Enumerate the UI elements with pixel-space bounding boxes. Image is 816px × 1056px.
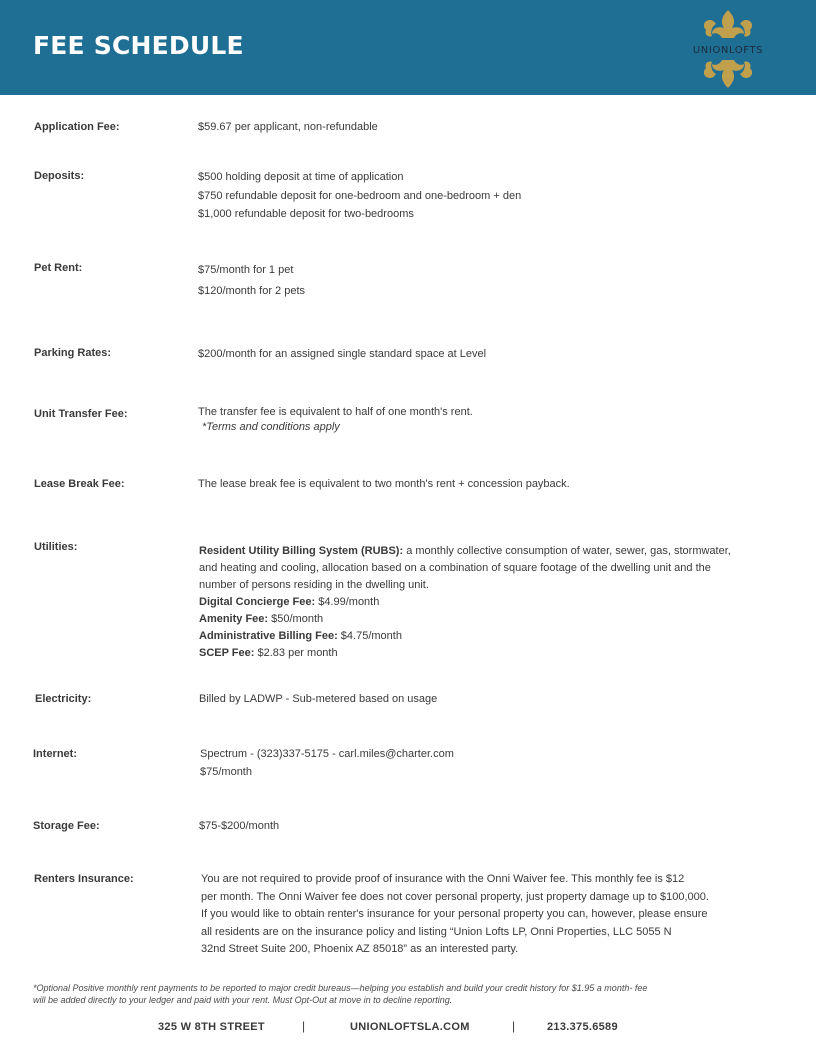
insurance-line: per month. The Onni Waiver fee does not cover personal property, just property damage up to $100,000. [201,890,709,903]
unit-transfer-label: Unit Transfer Fee: [34,408,128,420]
insurance-line: If you would like to obtain renter's insurance for your personal property you can, however, please ensure [201,908,708,920]
deposits-value [198,168,798,224]
transfer-note: *Terms and conditions apply [202,421,340,433]
footer-phone[interactable]: 213.375.6589 [547,1021,618,1033]
utilities-value [199,543,799,662]
internet-line: $75/month [200,766,252,778]
rubs-line: number of persons residing in the dwelling unit. [199,579,429,591]
storage-fee-value [199,818,799,835]
parking-line: $200/month for an assigned single standard space at Level [198,348,487,360]
deposit-line: $750 refundable deposit for one-bedroom and one-bedroom + den [198,189,522,202]
utility-fee-name: SCEP Fee: [199,647,255,659]
application-fee-line: $59.67 per applicant, non-refundable [198,121,378,133]
deposit-line: $500 holding deposit at time of application [198,171,404,183]
deposits-label: Deposits: [34,170,85,182]
footnote-line: will be added directly to your ledger and paid with your rent. Must Opt-Out at move in to decline reporting. [33,995,453,1005]
lease-break-value [198,476,798,493]
deposit-line: $1,000 refundable deposit for two-bedrooms [198,208,414,220]
internet-value [200,745,800,781]
logo-text: UNIONLOFTS [692,45,764,56]
pet-rent-line: $120/month for 2 pets [198,285,306,297]
utility-fee-name: Digital Concierge Fee: [199,596,316,608]
header-banner [0,0,816,95]
union-lofts-logo [682,8,774,90]
lease-break-label: Lease Break Fee: [34,478,125,490]
rubs-title: Resident Utility Billing System (RUBS): [199,545,404,557]
footer-website[interactable]: UNIONLOFTSLA.COM [350,1021,470,1033]
utility-fee-name: Administrative Billing Fee: [199,630,338,642]
footer-address: 325 W 8TH STREET [158,1021,265,1033]
electricity-line: Billed by LADWP - Sub-metered based on usage [199,693,438,705]
pet-rent-value [198,260,798,302]
utility-fee-value: $4.75/month [337,630,402,642]
storage-line: $75-$200/month [199,820,280,832]
pet-rent-line: $75/month for 1 pet [198,264,294,276]
insurance-line: all residents are on the insurance policy and listing “Union Lofts LP, Onni Properties, LLC 5055 N [201,925,672,938]
utility-fee-value: $4.99/month [315,596,380,608]
insurance-line: 32nd Street Suite 200, Phoenix AZ 85018” as an interested party. [201,943,519,955]
internet-line: Spectrum - (323)337-5175 - carl.miles@charter.com [200,748,454,760]
transfer-line: The transfer fee is equivalent to half of one month's rent. [198,406,473,418]
storage-fee-label: Storage Fee: [33,820,100,832]
utilities-label: Utilities: [34,541,78,553]
parking-rates-label: Parking Rates: [34,347,112,359]
renters-insurance-value [201,871,796,959]
footer-separator: | [512,1019,516,1033]
parking-rates-value [198,346,798,363]
page-title: FEE SCHEDULE [33,31,244,60]
pet-rent-label: Pet Rent: [34,262,83,274]
lease-break-line: The lease break fee is equivalent to two month's rent + concession payback. [198,478,570,490]
utility-fee-value: $50/month [268,613,324,625]
rubs-line: a monthly collective consumption of water, sewer, gas, stormwater, [403,545,731,557]
footnote-line: *Optional Positive monthly rent payments to be reported to major credit bureaus—helping you establish and build your credit history for $1.95 a month- fee [33,983,648,993]
application-fee-value [198,119,798,136]
insurance-line: You are not required to provide proof of insurance with the Onni Waiver fee. This monthly fee is $12 [201,873,685,885]
application-fee-label: Application Fee: [34,121,120,133]
utility-fee-name: Amenity Fee: [199,613,269,625]
rubs-line: and heating and cooling, allocation based on a combination of square footage of the dwelling unit and the [199,562,711,574]
electricity-value [199,691,799,708]
unit-transfer-value [198,405,798,435]
electricity-label: Electricity: [35,693,92,705]
internet-label: Internet: [33,748,77,760]
footer-separator: | [302,1019,306,1033]
credit-reporting-footnote [33,982,793,1006]
renters-insurance-label: Renters Insurance: [34,873,134,885]
utility-fee-value: $2.83 per month [254,647,338,659]
